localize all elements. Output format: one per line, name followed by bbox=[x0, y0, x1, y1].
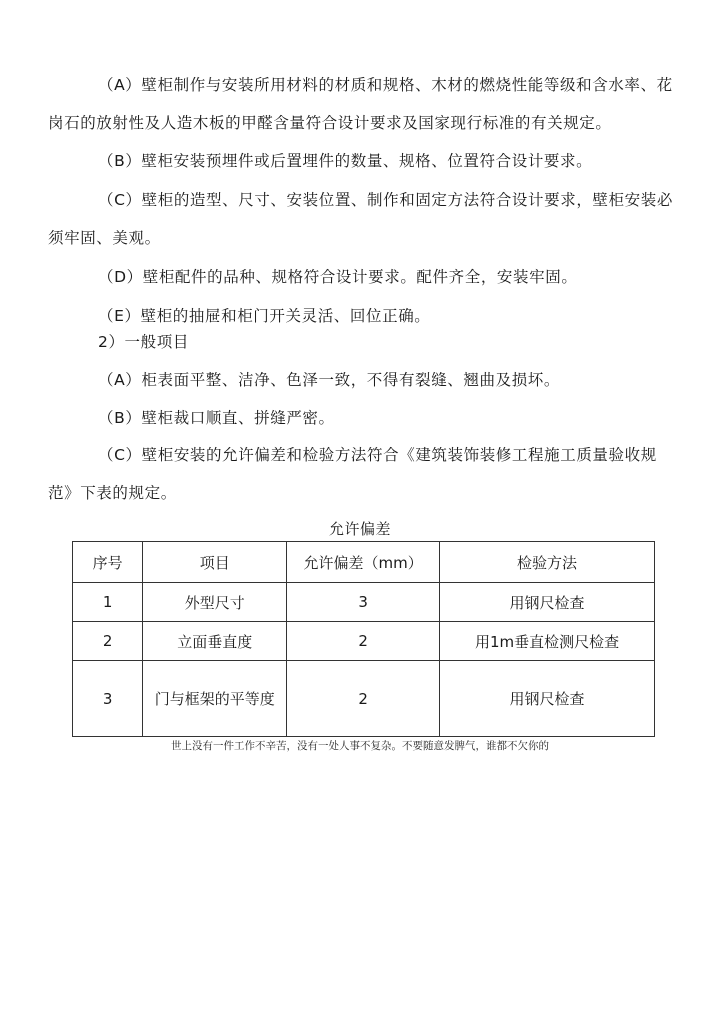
cell-method: 用钢尺检查 bbox=[440, 661, 655, 737]
table-caption: 允许偏差 bbox=[328, 520, 391, 538]
tolerance-table bbox=[72, 541, 655, 737]
cell-index: 2 bbox=[73, 622, 143, 661]
table-row bbox=[73, 661, 655, 737]
table-row bbox=[73, 622, 655, 661]
cell-tolerance: 3 bbox=[287, 583, 440, 622]
paragraph-c1: （C）壁柜的造型、尺寸、安装位置、制作和固定方法符合设计要求，壁柜安装必须牢固、美观。 bbox=[48, 191, 673, 247]
header-index: 序号 bbox=[73, 542, 143, 583]
cell-tolerance: 2 bbox=[287, 661, 440, 737]
paragraph-c2: （C）壁柜安装的允许偏差和检验方法符合《建筑装饰装修工程施工质量验收规范》下表的规定。 bbox=[48, 446, 657, 502]
section-heading: 2）一般项目 bbox=[98, 333, 189, 351]
header-tolerance: 允许偏差（mm） bbox=[287, 542, 440, 583]
cell-method: 用钢尺检查 bbox=[440, 583, 655, 622]
header-item: 项目 bbox=[143, 542, 287, 583]
paragraph-a1: （A）壁柜制作与安装所用材料的材质和规格、木材的燃烧性能等级和含水率、花岗石的放射性及人造木板的甲醛含量符合设计要求及国家现行标准的有关规定。 bbox=[48, 76, 673, 132]
cell-tolerance: 2 bbox=[287, 622, 440, 661]
footer-quote: 世上没有一件工作不辛苦，没有一处人事不复杂。不要随意发脾气，谁都不欠你的 bbox=[171, 740, 549, 752]
paragraph-b1: （B）壁柜安装预埋件或后置埋件的数量、规格、位置符合设计要求。 bbox=[98, 152, 593, 170]
table-row bbox=[73, 583, 655, 622]
paragraph-e1: （E）壁柜的抽屉和柜门开关灵活、回位正确。 bbox=[98, 307, 431, 325]
cell-item: 外型尺寸 bbox=[143, 583, 287, 622]
header-method: 检验方法 bbox=[440, 542, 655, 583]
cell-item: 立面垂直度 bbox=[143, 622, 287, 661]
table-header-row bbox=[73, 542, 655, 583]
cell-item: 门与框架的平等度 bbox=[143, 661, 287, 737]
cell-index: 1 bbox=[73, 583, 143, 622]
paragraph-d1: （D）壁柜配件的品种、规格符合设计要求。配件齐全，安装牢固。 bbox=[98, 268, 578, 286]
cell-index: 3 bbox=[73, 661, 143, 737]
paragraph-a2: （A）柜表面平整、洁净、色泽一致，不得有裂缝、翘曲及损坏。 bbox=[98, 371, 561, 389]
paragraph-b2: （B）壁柜裁口顺直、拼缝严密。 bbox=[98, 409, 335, 427]
cell-method: 用1m垂直检测尺检查 bbox=[440, 622, 655, 661]
